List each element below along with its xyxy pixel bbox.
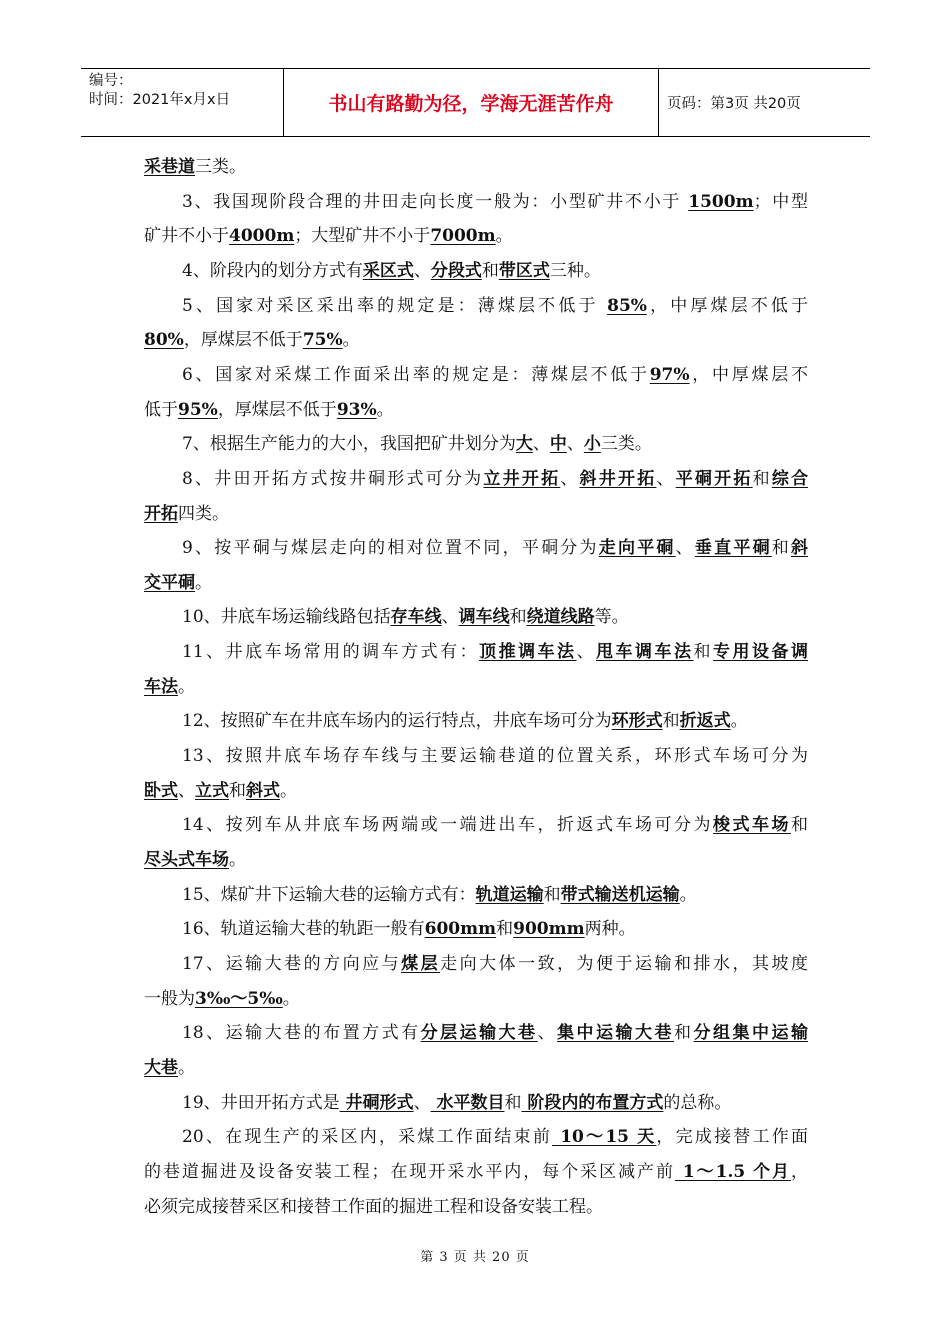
text-line bbox=[144, 153, 246, 181]
answer-text: 阶段内的布置方式 bbox=[521, 1092, 664, 1113]
body-text: 8、井田开拓方式按井硐形式可分为 bbox=[182, 468, 484, 489]
body-text: 必须完成接替采区和接替工作面的掘进工程和设备安装工程。 bbox=[144, 1196, 603, 1217]
body-text: 。 bbox=[178, 1057, 195, 1078]
text-line bbox=[182, 603, 629, 631]
body-text: 、 bbox=[566, 434, 584, 455]
answer-text: 顶推调车法 bbox=[479, 642, 577, 663]
answer-text: 集中运输大巷 bbox=[557, 1023, 675, 1044]
body-text: ；中型 bbox=[753, 191, 809, 212]
body-text: 和 bbox=[674, 1023, 694, 1044]
body-text: 9、按平硐与煤层走向的相对位置不同，平硐分为 bbox=[182, 538, 599, 559]
body-text: 6、国家对采煤工作面采出率的规定是：薄煤层不低于 bbox=[182, 364, 650, 385]
answer-text: 车法 bbox=[144, 676, 178, 697]
body-text: 矿井不小于 bbox=[144, 226, 229, 247]
text-line bbox=[182, 811, 808, 839]
answer-text: 7000m bbox=[430, 226, 496, 247]
answer-text: 平硐开拓 bbox=[675, 468, 753, 489]
body-text: 三类。 bbox=[600, 434, 652, 455]
answer-text: 75% bbox=[302, 330, 343, 351]
text-line bbox=[182, 292, 808, 320]
answer-text: 采区式 bbox=[362, 260, 414, 281]
body-text: 14、按列车从井底车场两端或一端进出车，折返式车场可分为 bbox=[182, 815, 714, 836]
text-line bbox=[144, 1054, 195, 1082]
body-text: 5、国家对采区采出率的规定是：薄煤层不低于 bbox=[182, 295, 608, 316]
body-text: 、 bbox=[675, 538, 695, 559]
body-text: 、 bbox=[413, 1092, 431, 1113]
body-text: 19、井田开拓方式是 bbox=[182, 1092, 340, 1113]
text-line bbox=[144, 673, 195, 701]
text-line bbox=[182, 534, 808, 562]
body-text: 。 bbox=[495, 226, 513, 247]
body-text: 走向大体一致，为便于运输和排水，其坡度 bbox=[440, 953, 809, 974]
answer-text: 水平数目 bbox=[430, 1092, 505, 1113]
body-text: 11、井底车场常用的调车方式有： bbox=[182, 642, 480, 663]
body-text: 、 bbox=[441, 607, 459, 628]
text-line bbox=[182, 1123, 808, 1151]
text-line bbox=[182, 465, 808, 493]
text-line bbox=[182, 915, 636, 943]
answer-text: 调车线 bbox=[458, 607, 510, 628]
body-text: ，中厚煤层不低于 bbox=[646, 295, 808, 316]
text-line bbox=[144, 569, 212, 597]
answer-text: 开拓 bbox=[144, 503, 178, 524]
answer-text: 卧式 bbox=[144, 780, 178, 801]
body-text: 。 bbox=[229, 850, 246, 870]
body-text: 。 bbox=[195, 572, 212, 593]
answer-text: 斜井开拓 bbox=[579, 468, 657, 489]
body-text: ，完成接替工作面 bbox=[656, 1127, 809, 1148]
body-text: ，中厚煤层不 bbox=[689, 364, 808, 385]
text-line bbox=[144, 985, 300, 1013]
body-text: ；大型矿井不小于 bbox=[294, 226, 431, 247]
answer-text: 尽头式车场 bbox=[144, 850, 229, 870]
body-text: 。 bbox=[282, 988, 300, 1009]
answer-text: 600mm bbox=[424, 919, 497, 940]
text-line bbox=[144, 500, 229, 528]
answer-text: 甩车调车法 bbox=[596, 642, 694, 663]
body-text: ， bbox=[791, 1161, 809, 1182]
text-line bbox=[182, 950, 808, 978]
body-text: 、 bbox=[532, 434, 550, 455]
body-text: ，厚煤层不低于 bbox=[217, 399, 337, 420]
body-text: 、 bbox=[656, 468, 676, 489]
text-line bbox=[144, 396, 394, 424]
page-header bbox=[81, 68, 870, 137]
answer-text: 井硐形式 bbox=[339, 1092, 414, 1113]
answer-text: 煤层 bbox=[401, 953, 441, 974]
body-text: 4、阶段内的划分方式有 bbox=[182, 260, 363, 281]
answer-text: 中 bbox=[549, 434, 567, 455]
body-text: 和 bbox=[752, 468, 772, 489]
answer-text: 80% bbox=[144, 330, 184, 351]
text-line bbox=[182, 638, 808, 666]
answer-text: 采巷道 bbox=[144, 157, 195, 177]
answer-text: 交平硐 bbox=[144, 572, 195, 593]
answer-text: 垂直平硐 bbox=[694, 538, 772, 559]
body-text: 13、按照井底车场存车线与主要运输巷道的位置关系，环形式车场可分为 bbox=[182, 746, 808, 767]
text-line bbox=[182, 1089, 731, 1117]
text-line bbox=[144, 846, 246, 874]
answer-text: 专用设备调 bbox=[713, 642, 809, 663]
answer-text: 斜 bbox=[791, 538, 809, 559]
body-text: 的总称。 bbox=[663, 1092, 732, 1113]
header-meta bbox=[81, 69, 281, 136]
body-text: 三种。 bbox=[549, 260, 601, 281]
body-text: 、 bbox=[576, 642, 597, 663]
answer-text: 梭式车场 bbox=[713, 815, 791, 836]
body-text: 、 bbox=[178, 780, 195, 801]
text-line bbox=[182, 188, 808, 216]
answer-text: 1500m bbox=[688, 191, 754, 212]
answer-text: 带区式 bbox=[498, 260, 550, 281]
body-text: 和 bbox=[504, 1092, 522, 1113]
answer-text: 立井开拓 bbox=[483, 468, 561, 489]
text-line bbox=[182, 257, 601, 285]
answer-text: 分层运输大巷 bbox=[420, 1023, 538, 1044]
body-text: 和 bbox=[771, 538, 792, 559]
header-motto: 书山有路勤为径，学海无涯苦作舟 bbox=[283, 69, 659, 136]
text-line bbox=[182, 361, 808, 389]
body-text: 和 bbox=[662, 711, 680, 732]
body-text: 两种。 bbox=[584, 919, 636, 940]
answer-text: 小 bbox=[583, 434, 601, 455]
body-text: 和 bbox=[229, 780, 246, 801]
answer-text: 走向平硐 bbox=[598, 538, 676, 559]
body-text: 、 bbox=[413, 260, 431, 281]
answer-text: 环形式 bbox=[611, 711, 663, 732]
answer-text: 3‰～5‰ bbox=[195, 988, 283, 1009]
body-text: 16、轨道运输大巷的轨距一般有 bbox=[182, 919, 425, 940]
header-time: 时间：2021年x月x日 bbox=[89, 92, 231, 108]
answer-text: 85% bbox=[607, 295, 647, 316]
body-text: 四类。 bbox=[178, 503, 229, 524]
body-text: 10、井底车场运输线路包括 bbox=[182, 607, 391, 628]
body-text: 17、运输大巷的方向应与 bbox=[182, 953, 402, 974]
doc-number-label: 编号： bbox=[89, 73, 133, 89]
text-line bbox=[144, 222, 513, 250]
answer-text: 4000m bbox=[229, 226, 295, 247]
text-line bbox=[182, 742, 808, 770]
text-line bbox=[182, 430, 652, 458]
body-text: 和 bbox=[693, 642, 714, 663]
body-text: 12、按照矿车在井底车场内的运行特点，井底车场可分为 bbox=[182, 711, 612, 732]
body-text: 。 bbox=[679, 884, 697, 905]
page-footer: 第 3 页 共 20 页 bbox=[420, 1250, 530, 1265]
body-text: ，厚煤层不低于 bbox=[183, 330, 303, 351]
body-text: 15、煤矿井下运输大巷的运输方式有： bbox=[182, 884, 476, 905]
body-text: 和 bbox=[543, 884, 561, 905]
body-text: 。 bbox=[280, 780, 297, 801]
text-line bbox=[144, 1193, 603, 1221]
answer-text: 绕道线路 bbox=[526, 607, 595, 628]
answer-text: 轨道运输 bbox=[475, 884, 544, 905]
body-text: 20、在现生产的采区内，采煤工作面结束前 bbox=[182, 1127, 553, 1148]
answer-text: 1～1.5 个月 bbox=[674, 1161, 792, 1182]
body-text: 、 bbox=[560, 468, 580, 489]
text-line bbox=[144, 1158, 808, 1186]
answer-text: 带式输送机运输 bbox=[560, 884, 680, 905]
body-text: 和 bbox=[496, 919, 514, 940]
body-text: 。 bbox=[376, 399, 394, 420]
answer-text: 97% bbox=[649, 364, 690, 385]
answer-text: 10～15 天 bbox=[552, 1127, 657, 1148]
text-line bbox=[182, 1019, 808, 1047]
text-line bbox=[182, 707, 748, 735]
body-text: 18、运输大巷的布置方式有 bbox=[182, 1023, 421, 1044]
body-text: 。 bbox=[178, 676, 195, 697]
text-line bbox=[182, 881, 697, 909]
body-text: 和 bbox=[509, 607, 527, 628]
body-text: 等。 bbox=[594, 607, 629, 628]
answer-text: 折返式 bbox=[679, 711, 731, 732]
answer-text: 大 bbox=[515, 434, 533, 455]
answer-text: 95% bbox=[178, 399, 218, 420]
body-text: 、 bbox=[537, 1023, 558, 1044]
answer-text: 综合 bbox=[771, 468, 809, 489]
body-text: 一般为 bbox=[144, 988, 195, 1009]
answer-text: 分组集中运输 bbox=[693, 1023, 809, 1044]
body-text: 。 bbox=[342, 330, 360, 351]
answer-text: 斜式 bbox=[246, 780, 280, 801]
body-text: 低于 bbox=[144, 399, 178, 420]
body-text: 的巷道掘进及设备安装工程；在现开采水平内，每个采区减产前 bbox=[144, 1161, 675, 1182]
answer-text: 93% bbox=[336, 399, 377, 420]
answer-text: 分段式 bbox=[430, 260, 482, 281]
answer-text: 大巷 bbox=[144, 1057, 178, 1078]
body-text: 和 bbox=[791, 815, 808, 836]
body-text: 7、根据生产能力的大小，我国把矿井划分为 bbox=[182, 434, 516, 455]
answer-text: 存车线 bbox=[390, 607, 442, 628]
text-line bbox=[144, 777, 297, 805]
answer-text: 900mm bbox=[513, 919, 585, 940]
body-text: 和 bbox=[481, 260, 499, 281]
header-page-info: 页码：第3页 共20页 bbox=[667, 96, 801, 112]
text-line bbox=[144, 326, 360, 354]
answer-text: 立式 bbox=[195, 780, 229, 801]
body-text: 三类。 bbox=[195, 157, 246, 177]
body-text: 。 bbox=[730, 711, 748, 732]
body-text: 3、我国现阶段合理的井田走向长度一般为：小型矿井不小于 bbox=[182, 191, 689, 212]
